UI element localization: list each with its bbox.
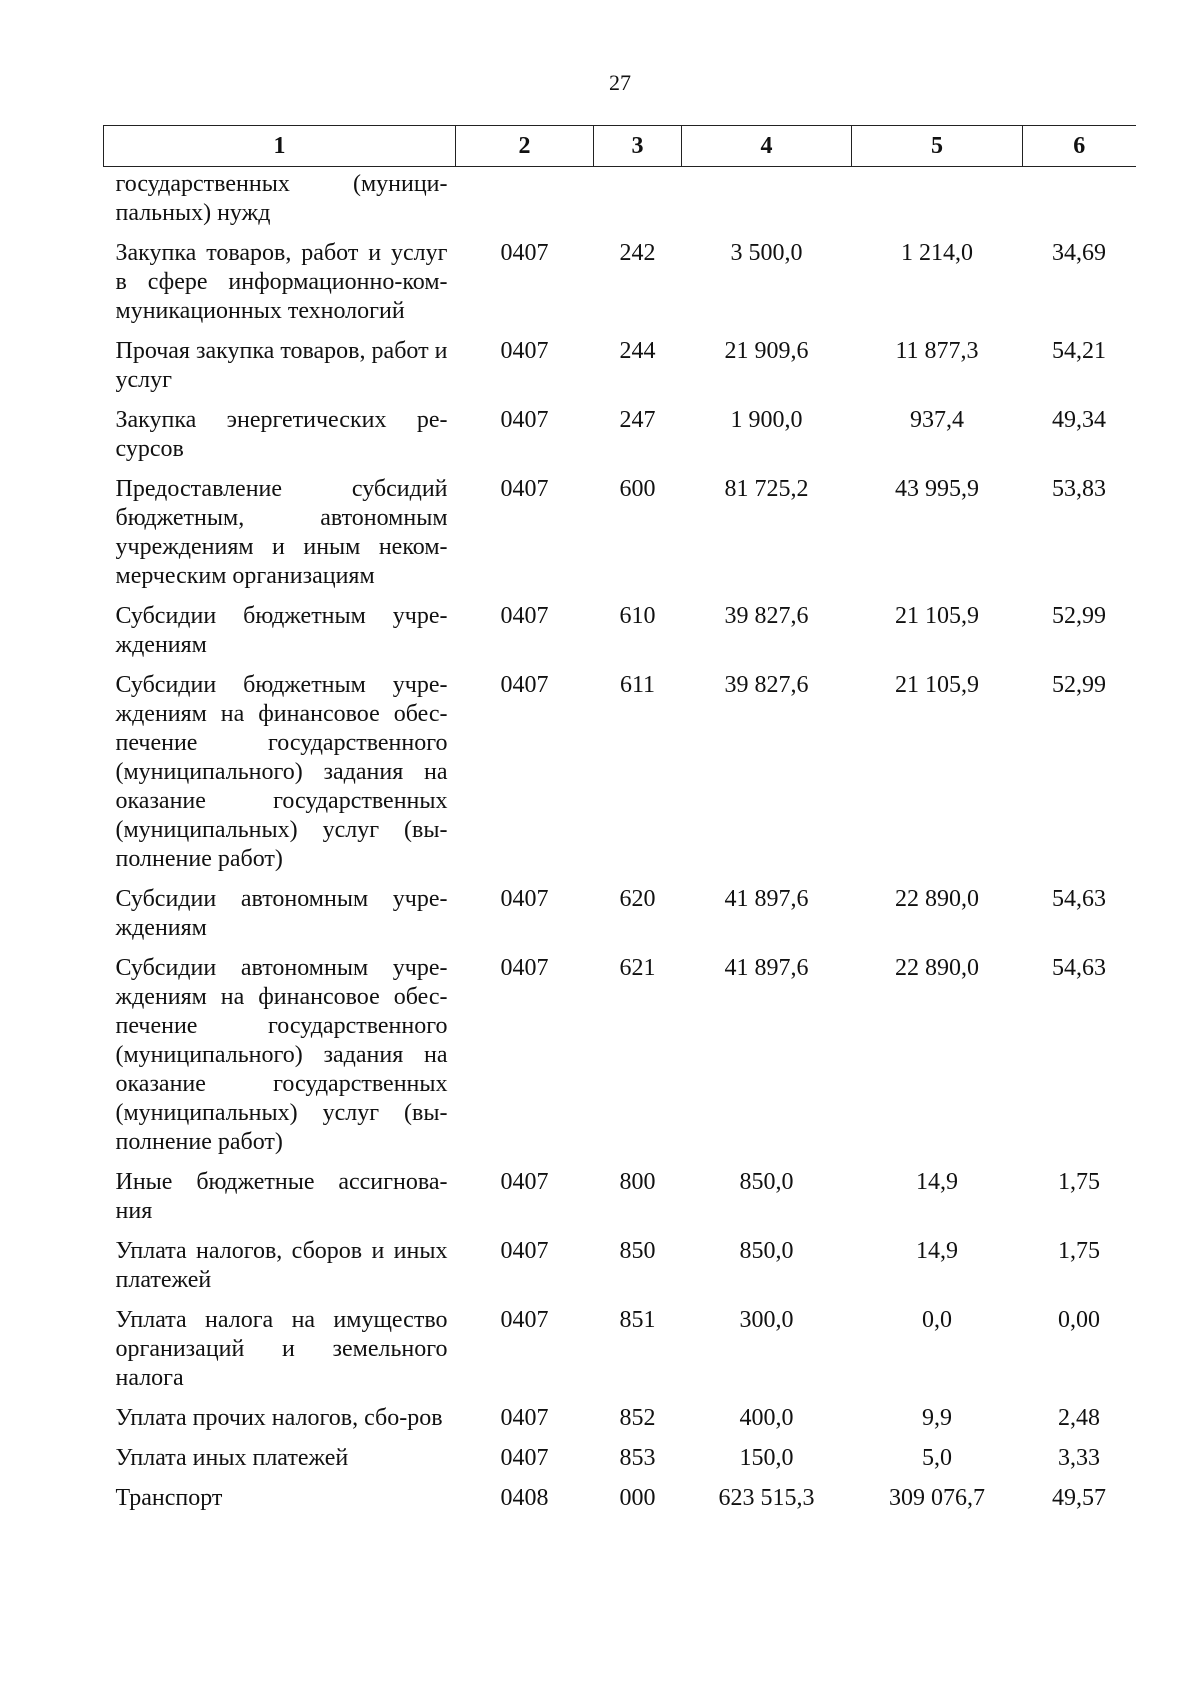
row-expense-type: 242 — [619, 240, 656, 266]
row-executed-amount: 21 105,9 — [895, 672, 979, 698]
row-execution-percent: 54,63 — [1052, 886, 1106, 912]
table-header — [104, 126, 1136, 167]
row-description: Предоставление субсидий бюджетным, автономным учреждениям и иным неком-мерческим организациям — [115, 476, 448, 589]
page-number: 27 — [609, 70, 631, 95]
row-description: Иные бюджетные ассигнова-ния — [115, 1169, 448, 1224]
row-description: Субсидии автономным учре-ждениям на финансовое обес-печение государственного (муниципального) задания на оказание государственных (муниципальных) услуг (вы-полнение работ) — [115, 955, 448, 1155]
row-planned-amount: 1 900,0 — [730, 407, 803, 433]
row-section-code: 0408 — [500, 1485, 549, 1511]
row-executed-amount: 21 105,9 — [895, 603, 979, 629]
table-row — [104, 239, 1136, 337]
row-executed-amount: 14,9 — [916, 1238, 958, 1264]
row-description: Субсидии бюджетным учре-ждениям на финансовое обес-печение государственного (муниципального) задания на оказание государственных (муниципальных) услуг (вы-полнение работ) — [115, 672, 448, 872]
table-row — [104, 1444, 1136, 1484]
row-execution-percent: 2,48 — [1058, 1405, 1100, 1431]
row-execution-percent: 54,63 — [1052, 955, 1106, 981]
row-planned-amount: 850,0 — [739, 1169, 794, 1195]
row-execution-percent: 0,00 — [1058, 1307, 1100, 1333]
row-section-code: 0407 — [500, 1169, 549, 1195]
budget-table-container — [103, 125, 1135, 1524]
row-section-code: 0407 — [500, 1307, 549, 1333]
row-description: Закупка энергетических ре-сурсов — [115, 407, 448, 462]
row-planned-amount: 81 725,2 — [724, 476, 809, 502]
row-execution-percent: 49,34 — [1052, 407, 1106, 433]
header-col-1: 1 — [104, 126, 456, 167]
row-description: Уплата налогов, сборов и иных платежей — [115, 1238, 448, 1293]
row-execution-percent — [1023, 167, 1136, 240]
row-section-code: 0407 — [500, 407, 549, 433]
row-planned-amount: 400,0 — [739, 1405, 794, 1431]
table-row — [104, 475, 1136, 602]
row-execution-percent: 53,83 — [1052, 476, 1106, 502]
row-executed-amount: 5,0 — [922, 1445, 952, 1471]
budget-table — [103, 125, 1136, 1524]
row-planned-amount: 21 909,6 — [724, 338, 809, 364]
row-expense-type: 610 — [619, 603, 656, 629]
row-section-code: 0407 — [500, 338, 549, 364]
table-body — [104, 167, 1136, 1525]
row-planned-amount: 39 827,6 — [724, 603, 809, 629]
table-row — [104, 1484, 1136, 1524]
row-planned-amount: 41 897,6 — [724, 886, 809, 912]
row-planned-amount: 300,0 — [739, 1307, 794, 1333]
row-section-code: 0407 — [500, 1238, 549, 1264]
row-executed-amount: 14,9 — [916, 1169, 958, 1195]
header-row — [104, 126, 1136, 167]
row-expense-type: 853 — [619, 1445, 656, 1471]
row-planned-amount — [682, 167, 852, 240]
row-execution-percent: 1,75 — [1058, 1169, 1100, 1195]
row-executed-amount: 11 877,3 — [895, 338, 979, 364]
row-description: Прочая закупка товаров, работ и услуг — [115, 338, 448, 393]
header-col-5: 5 — [852, 126, 1023, 167]
table-row — [104, 602, 1136, 671]
row-description: Уплата иных платежей — [115, 1445, 349, 1471]
row-planned-amount: 150,0 — [739, 1445, 794, 1471]
row-planned-amount: 623 515,3 — [718, 1485, 815, 1511]
row-section-code: 0407 — [500, 886, 549, 912]
row-planned-amount: 850,0 — [739, 1238, 794, 1264]
table-row — [104, 167, 1136, 240]
row-execution-percent: 54,21 — [1052, 338, 1106, 364]
row-description: Субсидии автономным учре-ждениям — [115, 886, 448, 941]
table-row — [104, 671, 1136, 885]
row-section-code: 0407 — [500, 1445, 549, 1471]
header-col-3: 3 — [594, 126, 682, 167]
row-expense-type: 851 — [619, 1307, 656, 1333]
row-section-code: 0407 — [500, 1405, 549, 1431]
row-description: Закупка товаров, работ и услуг в сфере информационно-ком-муникационных технологий — [115, 240, 448, 324]
row-execution-percent: 1,75 — [1058, 1238, 1100, 1264]
table-row — [104, 1306, 1136, 1404]
row-section-code — [456, 167, 594, 240]
row-execution-percent: 52,99 — [1052, 672, 1106, 698]
row-execution-percent: 49,57 — [1052, 1485, 1106, 1511]
table-row — [104, 1168, 1136, 1237]
row-executed-amount — [852, 167, 1023, 240]
row-expense-type: 000 — [619, 1485, 656, 1511]
header-col-6: 6 — [1023, 126, 1136, 167]
row-execution-percent: 3,33 — [1058, 1445, 1100, 1471]
row-executed-amount: 22 890,0 — [895, 955, 979, 981]
row-expense-type — [594, 167, 682, 240]
row-expense-type: 852 — [619, 1405, 656, 1431]
table-row — [104, 1404, 1136, 1444]
row-description: Транспорт — [115, 1485, 223, 1511]
row-expense-type: 611 — [619, 672, 656, 698]
row-expense-type: 600 — [619, 476, 656, 502]
table-row — [104, 885, 1136, 954]
row-executed-amount: 937,4 — [910, 407, 964, 433]
row-section-code: 0407 — [500, 672, 549, 698]
header-col-2: 2 — [456, 126, 594, 167]
row-expense-type: 800 — [619, 1169, 656, 1195]
table-row — [104, 337, 1136, 406]
row-executed-amount: 1 214,0 — [901, 240, 973, 266]
table-row — [104, 954, 1136, 1168]
row-executed-amount: 9,9 — [922, 1405, 952, 1431]
row-expense-type: 850 — [619, 1238, 656, 1264]
row-execution-percent: 52,99 — [1052, 603, 1106, 629]
table-row — [104, 1237, 1136, 1306]
row-expense-type: 621 — [619, 955, 656, 981]
row-planned-amount: 3 500,0 — [730, 240, 803, 266]
row-description: государственных (муници-пальных) нужд — [115, 171, 448, 226]
row-planned-amount: 41 897,6 — [724, 955, 809, 981]
row-section-code: 0407 — [500, 603, 549, 629]
row-section-code: 0407 — [500, 240, 549, 266]
row-expense-type: 620 — [619, 886, 656, 912]
row-description: Субсидии бюджетным учре-ждениям — [115, 603, 448, 658]
row-executed-amount: 309 076,7 — [889, 1485, 985, 1511]
row-executed-amount: 22 890,0 — [895, 886, 979, 912]
row-description: Уплата прочих налогов, сбо-ров — [115, 1405, 443, 1431]
row-execution-percent: 34,69 — [1052, 240, 1106, 266]
header-col-4: 4 — [682, 126, 852, 167]
row-expense-type: 244 — [619, 338, 656, 364]
row-description: Уплата налога на имущество организаций и земельного налога — [115, 1307, 448, 1391]
table-row — [104, 406, 1136, 475]
row-expense-type: 247 — [619, 407, 656, 433]
row-executed-amount: 43 995,9 — [895, 476, 979, 502]
row-section-code: 0407 — [500, 955, 549, 981]
row-planned-amount: 39 827,6 — [724, 672, 809, 698]
row-executed-amount: 0,0 — [922, 1307, 952, 1333]
row-section-code: 0407 — [500, 476, 549, 502]
